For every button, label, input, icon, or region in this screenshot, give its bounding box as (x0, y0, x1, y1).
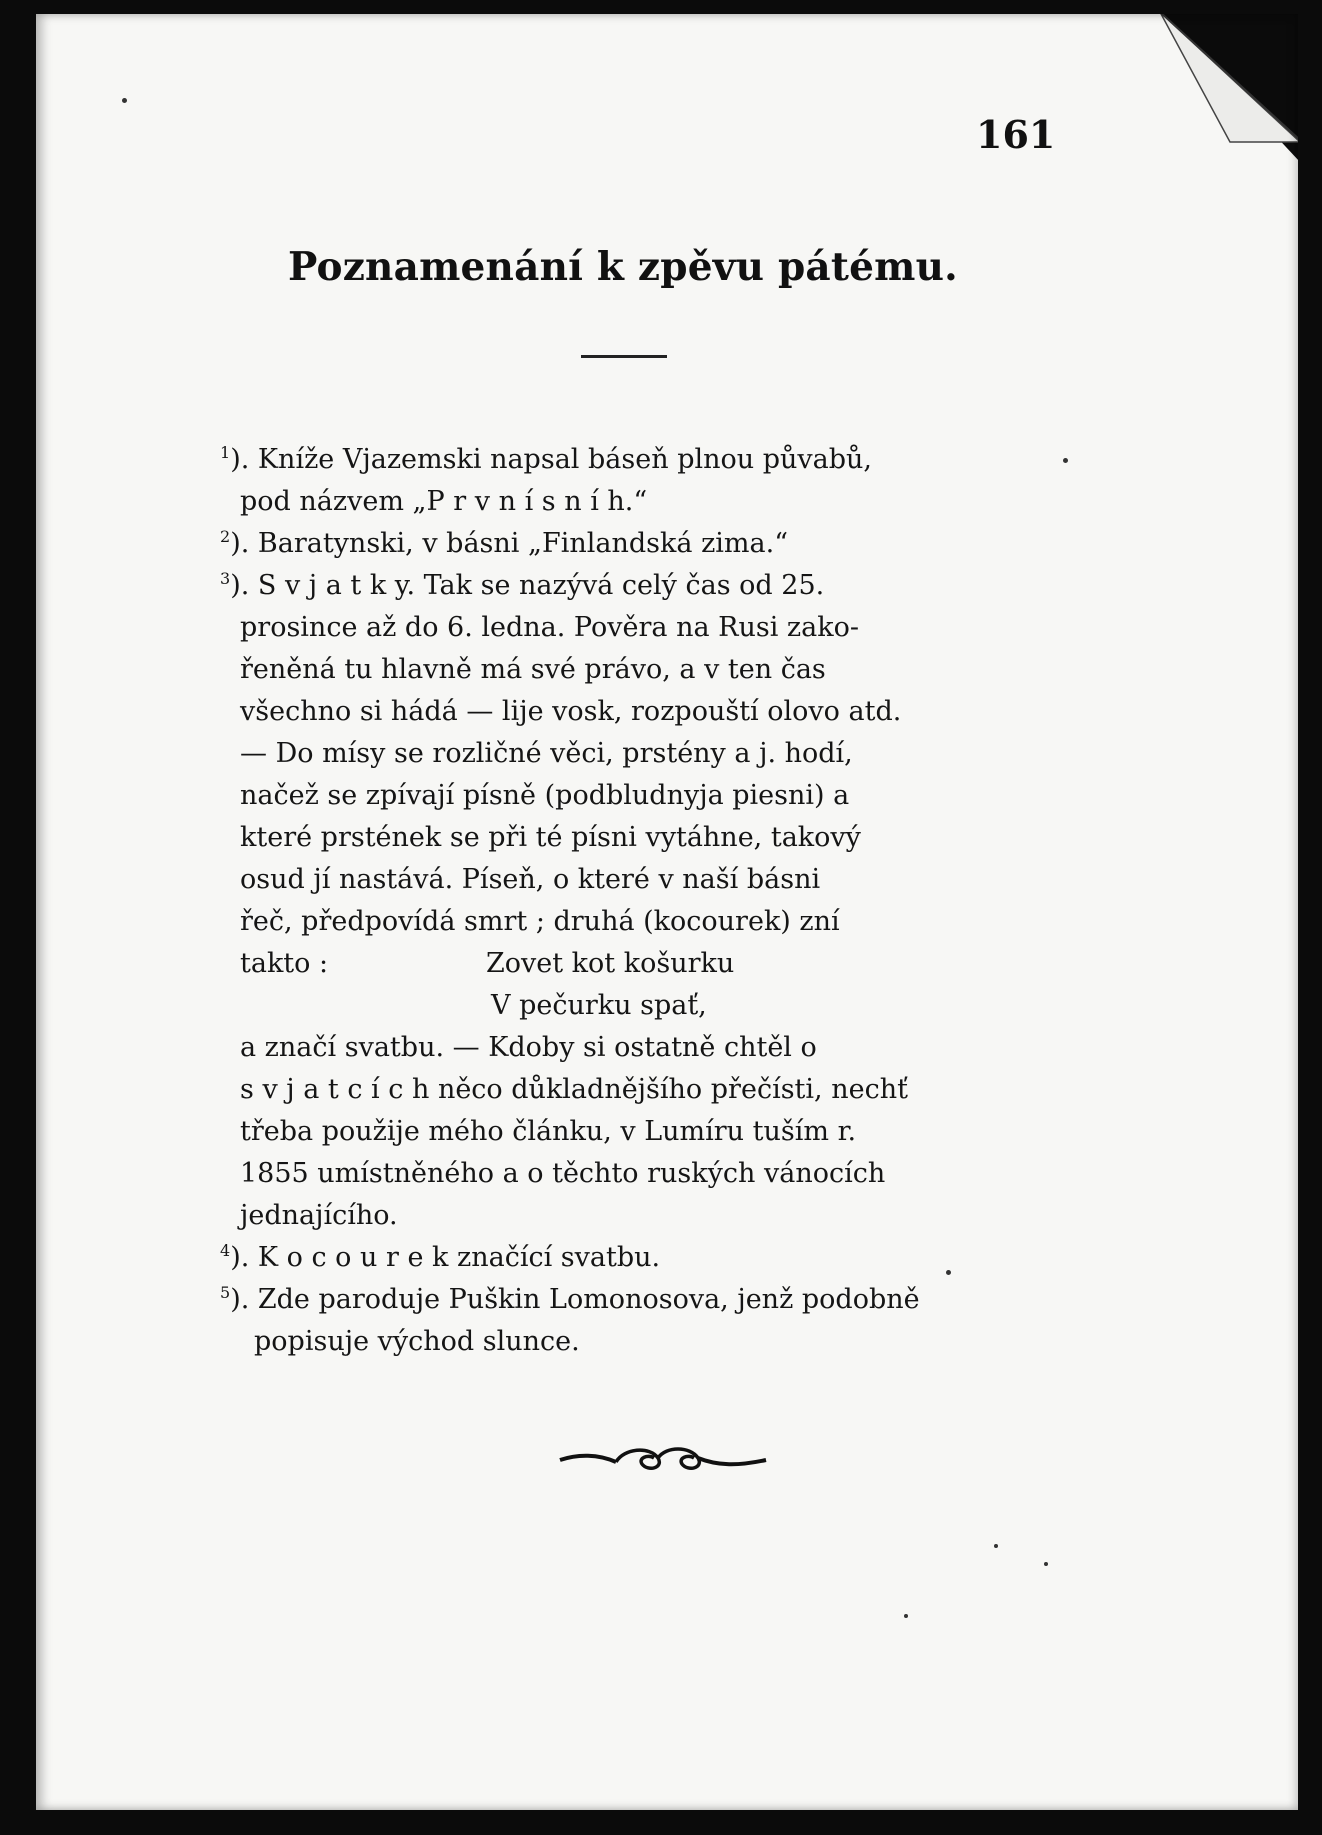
note-3-line-4: všechno si hádá — lije vosk, rozpouští olovo atd. (240, 696, 902, 727)
ink-speck (994, 1544, 998, 1548)
ink-speck (1044, 1562, 1048, 1566)
note-3-line-15: jednajícího. (240, 1200, 398, 1231)
verse-line-2: V pečurku spať, (491, 990, 707, 1021)
note-1-marker: 1 (220, 443, 231, 462)
ink-speck (904, 1614, 908, 1618)
note-3-line-13: třeba použije mého článku, v Lumíru tuším r. (240, 1116, 857, 1147)
book-page (36, 14, 1298, 1810)
note-5-marker: 5 (220, 1283, 231, 1302)
note-5-line-2: popisuje východ slunce. (254, 1326, 580, 1357)
note-2-marker: 2 (220, 527, 231, 546)
note-3-line-12: s v j a t c í c h něco důkladnějšího přečísti, nechť (240, 1074, 908, 1105)
chapter-heading: Poznamenání k zpěvu pátému. (288, 244, 958, 290)
note-1-line-1: $^1$). Kníže Vjazemski napsal báseň plnou půvabů, (220, 443, 873, 475)
note-3-line-8: osud jí nastává. Píseň, o které v naší básni (240, 864, 821, 895)
note-4-line-1: $^4$). K o c o u r e k značící svatbu. (220, 1241, 661, 1273)
note-3-line-5: — Do mísy se rozličné věci, prstény a j. hodí, (240, 738, 853, 769)
note-3-line-2: prosince až do 6. ledna. Pověra na Rusi zako- (240, 612, 859, 643)
note-3-line-6: načež se zpívají písně (podbludnyja piesni) a (240, 780, 850, 811)
note-3-marker: 3 (220, 569, 231, 588)
note-3-line-1: $^3$). S v j a t k y. Tak se nazývá celý čas od 25. (220, 569, 825, 601)
fleuron-ornament (558, 1440, 768, 1476)
note-2-line-1: $^2$). Baratynski, v básni „Finlandská zima.“ (220, 527, 789, 559)
note-3-line-7: které prstének se při té písni vytáhne, takový (240, 822, 861, 853)
note-3-line-11: a značí svatbu. — Kdoby si ostatně chtěl o (240, 1032, 817, 1063)
note-5-line-1: $^5$). Zde paroduje Puškin Lomonosova, jenž podobně (220, 1283, 920, 1315)
heading-rule (581, 355, 667, 358)
page-number: 161 (976, 112, 1056, 157)
note-3-line-3: řeněná tu hlavně má své právo, a v ten čas (240, 654, 826, 685)
verse-line-1: Zovet kot košurku (486, 948, 735, 979)
note-3-line-14: 1855 umístněného a o těchto ruských vánocích (240, 1158, 886, 1189)
note-3-line-9: řeč, předpovídá smrt ; druhá (kocourek) zní (240, 906, 840, 937)
folded-corner (1100, 14, 1298, 172)
note-1-line-2: pod názvem „P r v n í s n í h.“ (240, 486, 648, 517)
note-4-marker: 4 (220, 1241, 231, 1260)
ink-speck (946, 1270, 951, 1275)
ink-speck (1063, 458, 1068, 463)
ink-speck (122, 98, 127, 103)
note-3-line-10: takto : (240, 948, 329, 979)
